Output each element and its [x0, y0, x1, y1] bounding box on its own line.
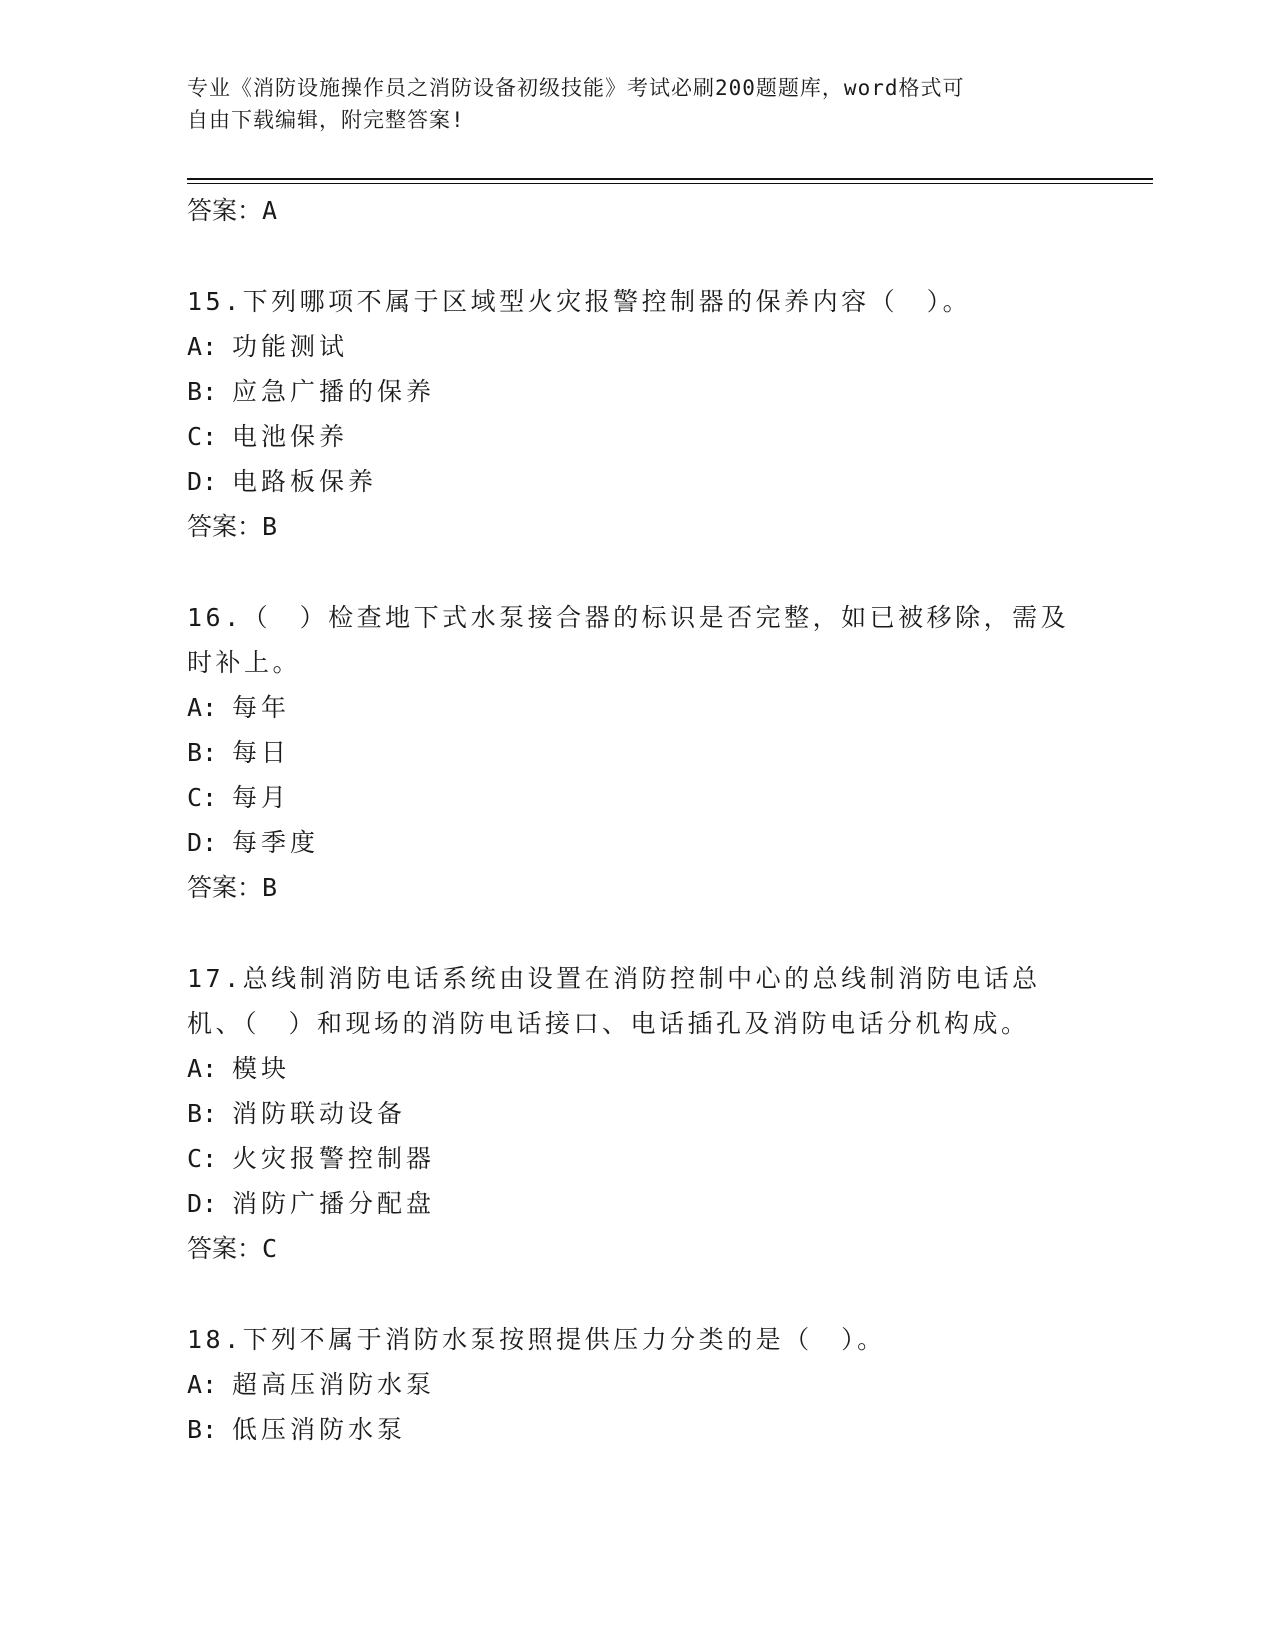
- option-key: B:: [187, 1415, 218, 1444]
- option-d: [187, 459, 1087, 504]
- option-key: D:: [187, 1189, 218, 1218]
- option-text: 应急广播的保养: [232, 377, 436, 406]
- option-a: [187, 324, 1087, 369]
- answer-value: B: [262, 873, 278, 902]
- option-text: 功能测试: [232, 332, 349, 361]
- option-text: 电路板保养: [232, 467, 378, 496]
- option-key: A:: [187, 332, 218, 361]
- answer-label: 答案：: [187, 873, 263, 902]
- option-text: 模块: [232, 1054, 291, 1083]
- answer-value: B: [262, 512, 278, 541]
- option-text: 消防联动设备: [232, 1099, 407, 1128]
- option-c: [187, 414, 1087, 459]
- question-item: [187, 279, 1087, 549]
- answer-line: [187, 865, 1087, 910]
- option-text: 电池保养: [232, 422, 349, 451]
- option-b: [187, 369, 1087, 414]
- option-b: [187, 1407, 1087, 1452]
- option-a: [187, 1046, 1087, 1091]
- option-text: 每日: [232, 738, 291, 767]
- option-key: A:: [187, 693, 218, 722]
- option-key: B:: [187, 377, 218, 406]
- option-c: [187, 1136, 1087, 1181]
- answer-value: A: [262, 196, 278, 225]
- option-key: B:: [187, 738, 218, 767]
- document-header: [187, 72, 1067, 136]
- answer-value: C: [262, 1234, 278, 1263]
- question-item: [187, 956, 1087, 1271]
- header-line-1: 专业《消防设施操作员之消防设备初级技能》考试必刷200题题库，word格式可: [187, 76, 965, 100]
- option-b: [187, 1091, 1087, 1136]
- answer-label: 答案：: [187, 196, 263, 225]
- answer-line: [187, 188, 1087, 233]
- option-a: [187, 685, 1087, 730]
- option-text: 火灾报警控制器: [232, 1144, 436, 1173]
- option-key: A:: [187, 1054, 218, 1083]
- option-key: D:: [187, 467, 218, 496]
- option-text: 每季度: [232, 828, 320, 857]
- option-key: D:: [187, 828, 218, 857]
- option-key: C:: [187, 422, 218, 451]
- header-line-2: 自由下载编辑，附完整答案!: [187, 108, 465, 132]
- option-text: 每月: [232, 783, 291, 812]
- answer-line: [187, 504, 1087, 549]
- option-text: 低压消防水泵: [232, 1415, 407, 1444]
- option-key: C:: [187, 1144, 218, 1173]
- option-d: [187, 820, 1087, 865]
- option-text: 每年: [232, 693, 291, 722]
- header-divider-thin: [187, 183, 1153, 184]
- header-divider-thick: [187, 178, 1153, 180]
- option-a: [187, 1362, 1087, 1407]
- question-item: [187, 595, 1087, 910]
- answer-label: 答案：: [187, 512, 263, 541]
- question-stem: 15.下列哪项不属于区域型火灾报警控制器的保养内容（ ）。: [187, 287, 972, 316]
- option-key: A:: [187, 1370, 218, 1399]
- option-d: [187, 1181, 1087, 1226]
- option-text: 消防广播分配盘: [232, 1189, 436, 1218]
- option-key: B:: [187, 1099, 218, 1128]
- option-text: 超高压消防水泵: [232, 1370, 436, 1399]
- answer-line: [187, 1226, 1087, 1271]
- option-c: [187, 775, 1087, 820]
- question-stem: 18.下列不属于消防水泵按照提供压力分类的是（ ）。: [187, 1325, 886, 1354]
- option-key: C:: [187, 783, 218, 812]
- answer-label: 答案：: [187, 1234, 263, 1263]
- question-stem: 16.（ ）检查地下式水泵接合器的标识是否完整，如已被移除，需及时补上。: [187, 603, 1070, 677]
- question-list: [187, 188, 1087, 1452]
- option-b: [187, 730, 1087, 775]
- question-stem: 17.总线制消防电话系统由设置在消防控制中心的总线制消防电话总机、（ ）和现场的消防电话接口、电话插孔及消防电话分机构成。: [187, 964, 1041, 1038]
- question-item: [187, 1317, 1087, 1452]
